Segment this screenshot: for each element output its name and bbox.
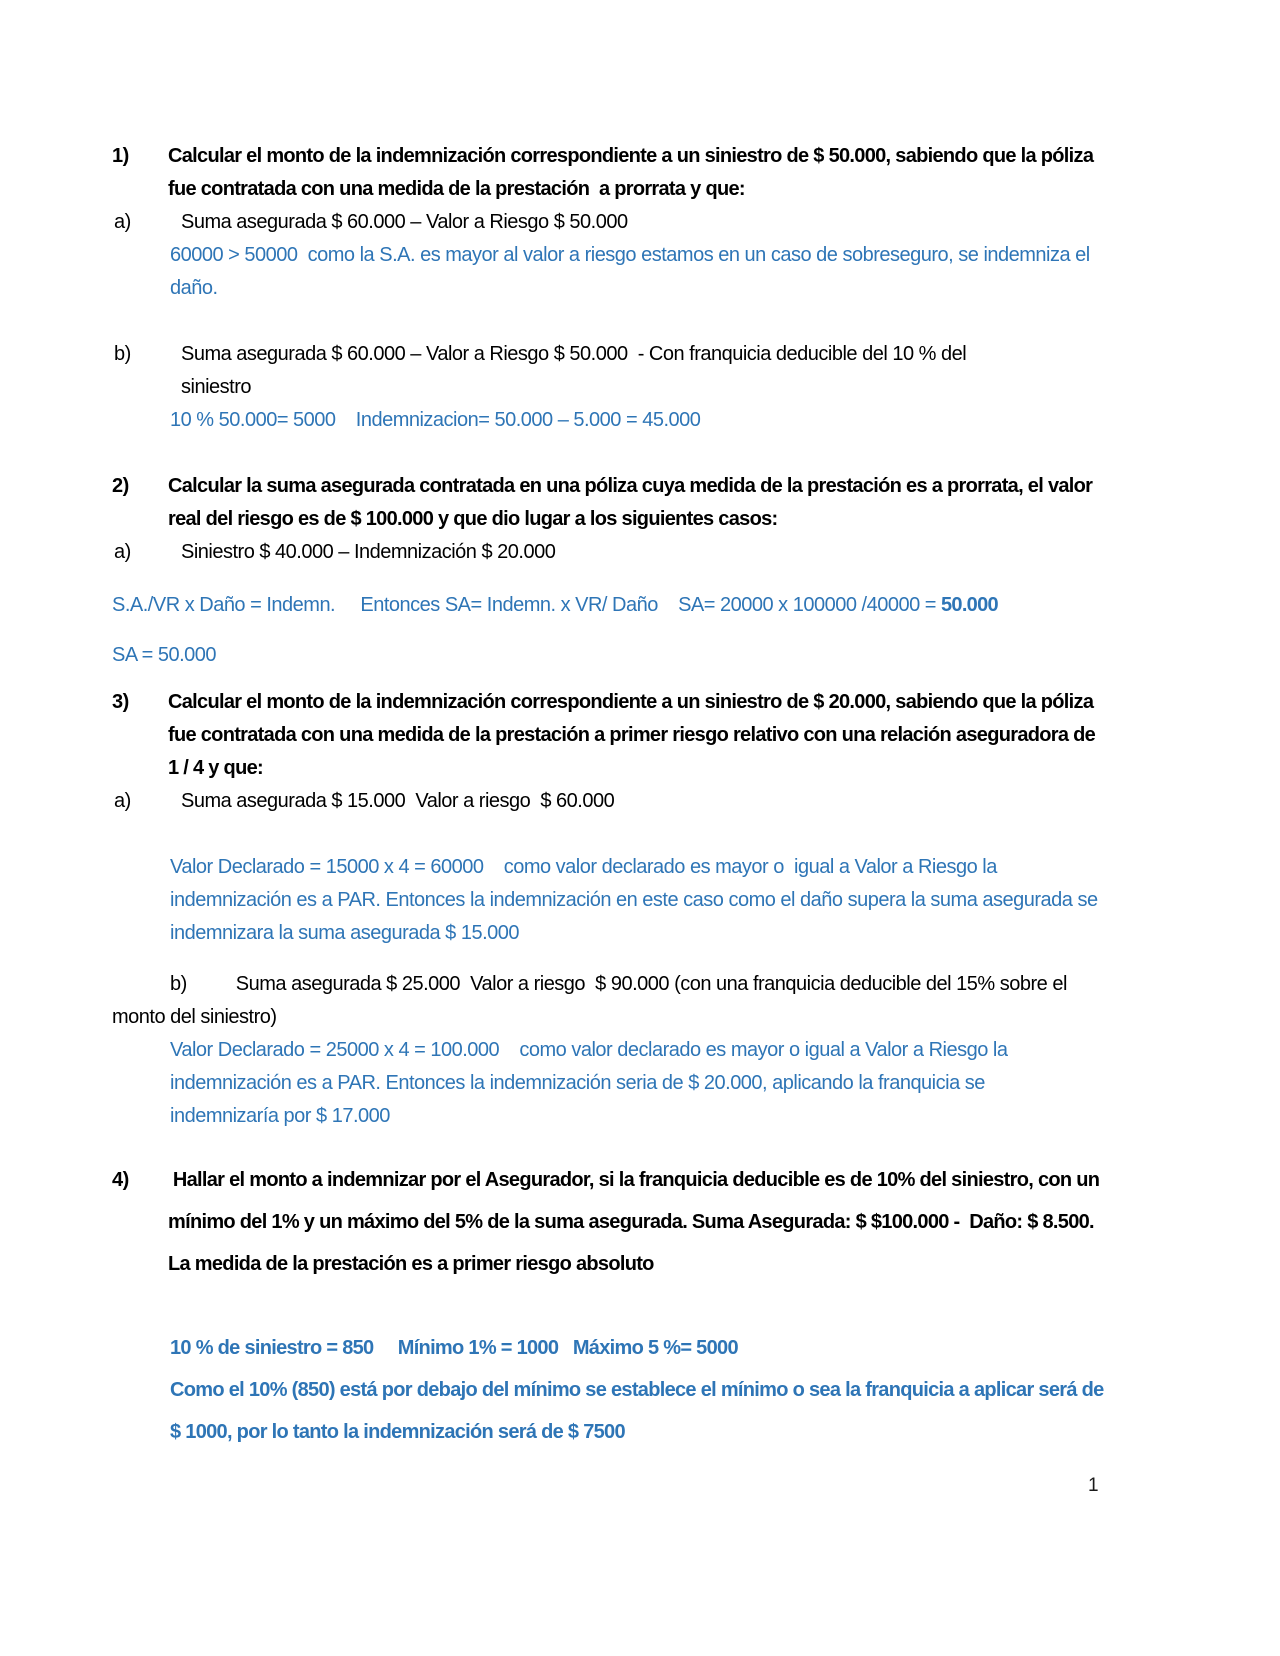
question-2-text-line: real del riesgo es de $ 100.000 y que dio lugar a los siguientes casos: (168, 508, 778, 530)
question-2-item-a (112, 536, 1168, 569)
question-3-item-b (112, 968, 1168, 1034)
question-1-item-b-text-line: siniestro (181, 376, 251, 398)
question-3-item-b-text-line: Suma asegurada $ 25.000 Valor a riesgo $ 90.000 (con una franquicia deducible del 15% sobre el (235, 973, 1067, 995)
answer-2a-result: 50.000 (940, 594, 998, 616)
document-content (112, 140, 1168, 1453)
answer-1b: 10 % 50.000= 5000 Indemnizacion= 50.000 – 5.000 = 45.000 (170, 409, 701, 431)
answer-3b (170, 1034, 1168, 1133)
question-2-text (168, 470, 1168, 536)
answer-3a-line: indemnizara la suma asegurada $ 15.000 (170, 922, 520, 944)
answer-4 (170, 1327, 1168, 1453)
question-3-item-b-first-line (112, 968, 1168, 1001)
answer-4-line: Como el 10% (850) está por debajo del mínimo se establece el mínimo o sea la franquicia a aplicar será de (170, 1379, 1104, 1401)
answer-1a (170, 239, 1168, 305)
answer-3b-line: indemnización es a PAR. Entonces la indemnización seria de $ 20.000, aplicando la franquicia se (170, 1072, 985, 1094)
question-3-text (168, 686, 1168, 785)
question-4-text-line: La medida de la prestación es a primer riesgo absoluto (168, 1253, 654, 1275)
question-1-item-b (112, 338, 1168, 404)
question-1-item-a (112, 206, 1168, 239)
question-3-item-a-text: Suma asegurada $ 15.000 Valor a riesgo $ 60.000 (181, 790, 615, 812)
question-3-text-line: fue contratada con una medida de la prestación a primer riesgo relativo con una relación aseguradora de (168, 724, 1096, 746)
question-3-item-b-text-line: monto del siniestro) (112, 1006, 277, 1028)
question-3-item-a (112, 785, 1168, 818)
question-3-text-line: Calcular el monto de la indemnización correspondiente a un siniestro de $ 20.000, sabiendo que la póliza (168, 691, 1094, 713)
question-1-text (168, 140, 1168, 206)
question-3 (112, 686, 1168, 785)
question-2 (112, 470, 1168, 536)
question-3-number: 3) (112, 691, 129, 713)
question-1-item-b-text-line: Suma asegurada $ 60.000 – Valor a Riesgo $ 50.000 - Con franquicia deducible del 10 % del (181, 343, 967, 365)
question-3-item-b-label: b) (170, 973, 187, 995)
question-2-item-a-text: Siniestro $ 40.000 – Indemnización $ 20.000 (181, 541, 556, 563)
question-2-number: 2) (112, 475, 129, 497)
question-4-text-line: mínimo del 1% y un máximo del 5% de la suma asegurada. Suma Asegurada: $ $100.000 - Daño: $ 8.500. (168, 1211, 1094, 1233)
question-3-item-a-label: a) (114, 790, 131, 812)
question-1-number: 1) (112, 145, 129, 167)
answer-3a-line: Valor Declarado = 15000 x 4 = 60000 como valor declarado es mayor o igual a Valor a Riesgo la (170, 856, 997, 878)
answer-1a-line: daño. (170, 277, 218, 299)
answer-3b-line: indemnizaría por $ 17.000 (170, 1105, 390, 1127)
question-4 (112, 1159, 1168, 1285)
page-number: 1 (1088, 1475, 1099, 1496)
question-1-item-a-label: a) (114, 211, 131, 233)
question-1 (112, 140, 1168, 206)
question-1-item-a-text: Suma asegurada $ 60.000 – Valor a Riesgo $ 50.000 (181, 211, 628, 233)
answer-3a-line: indemnización es a PAR. Entonces la indemnización en este caso como el daño supera la suma asegurada se (170, 889, 1098, 911)
question-3-text-line: 1 / 4 y que: (168, 757, 263, 779)
answer-4-line: $ 1000, por lo tanto la indemnización será de $ 7500 (170, 1421, 625, 1443)
question-4-number: 4) (112, 1169, 129, 1191)
answer-3a (170, 851, 1168, 950)
answer-4-line: 10 % de siniestro = 850 Mínimo 1% = 1000 Máximo 5 %= 5000 (170, 1337, 738, 1359)
question-1-text-line: fue contratada con una medida de la prestación a prorrata y que: (168, 178, 745, 200)
answer-2a-formula (112, 589, 1168, 622)
question-2-text-line: Calcular la suma asegurada contratada en una póliza cuya medida de la prestación es a prorrata, el valor (168, 475, 1093, 497)
answer-2a-sa: SA = 50.000 (112, 644, 217, 666)
answer-1a-line: 60000 > 50000 como la S.A. es mayor al valor a riesgo estamos en un caso de sobreseguro, se indemniza el (170, 244, 1090, 266)
question-1-item-b-text (181, 338, 1168, 404)
question-4-text-line: Hallar el monto a indemnizar por el Asegurador, si la franquicia deducible es de 10% del siniestro, con un (168, 1169, 1100, 1191)
answer-2a-formula-text: S.A./VR x Daño = Indemn. Entonces SA= Indemn. x VR/ Daño SA= 20000 x 100000 /40000 = (112, 594, 941, 616)
question-4-text (168, 1159, 1168, 1285)
answer-3b-line: Valor Declarado = 25000 x 4 = 100.000 como valor declarado es mayor o igual a Valor a Riesgo la (170, 1039, 1008, 1061)
question-2-item-a-label: a) (114, 541, 131, 563)
question-1-text-line: Calcular el monto de la indemnización correspondiente a un siniestro de $ 50.000, sabiendo que la póliza (168, 145, 1094, 167)
question-1-item-b-label: b) (114, 343, 131, 365)
